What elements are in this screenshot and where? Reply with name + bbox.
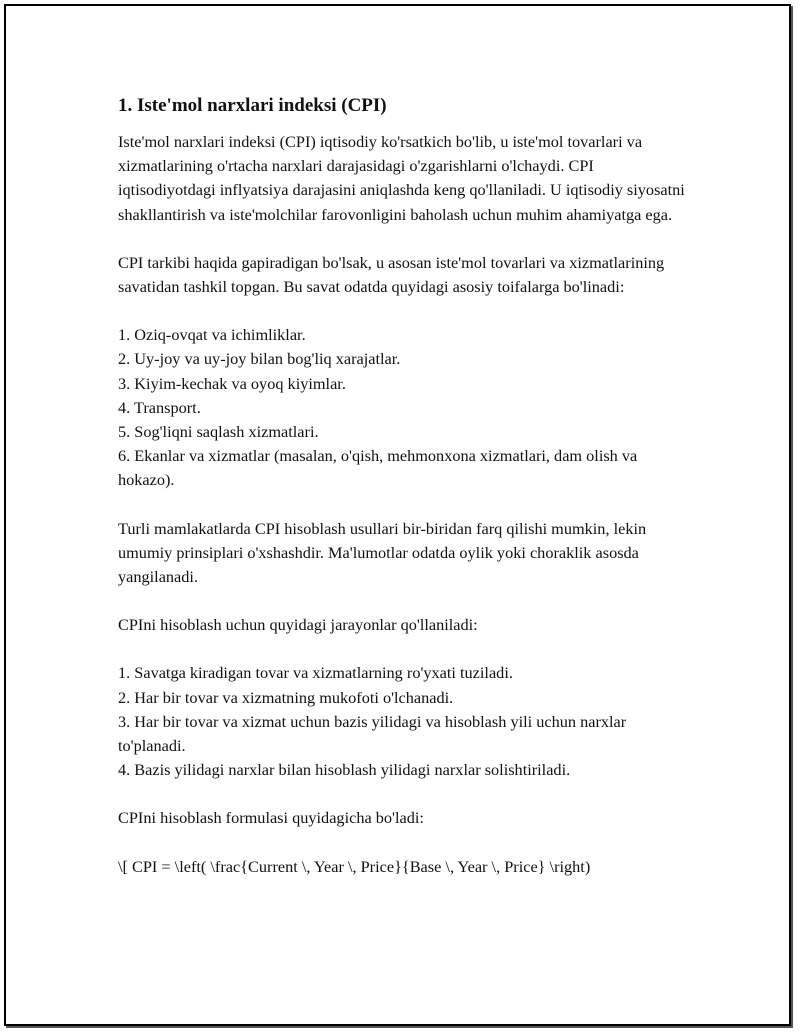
methods-paragraph: Turli mamlakatlarda CPI hisoblash usullari bir-biridan farq qilishi mumkin, lekin umumiy prinsiplari o'xshashdir. Ma'lumotlar odatda oylik yoki choraklik asosda yangilanadi. bbox=[118, 518, 647, 587]
categories-list bbox=[118, 323, 688, 492]
list-item: 2. Uy-joy va uy-joy bilan bog'liq xarajatlar. bbox=[118, 349, 401, 369]
intro-paragraph: Iste'mol narxlari indeksi (CPI) iqtisodiy ko'rsatkich bo'lib, u iste'mol tovarlari va xizmatlarining o'rtacha narxlari darajasidagi o'zgarishlarni o'lchaydi. CPI iqtisodiyotdagi inflyatsiya darajasini aniqlashda keng qo'llaniladi. U iqtisodiy siyosatni shakllantirish va iste'molchilar farovonligini baholash uchun muhim ahamiyatga ega. bbox=[118, 132, 685, 224]
composition-paragraph: CPI tarkibi haqida gapiradigan bo'lsak, u asosan iste'mol tovarlari va xizmatlarining savatidan tashkil topgan. Bu savat odatda quyidagi asosiy toifalarga bo'linadi: bbox=[118, 252, 665, 297]
process-intro: CPIni hisoblash uchun quyidagi jarayonlar qo'llaniladi: bbox=[118, 615, 478, 635]
list-item: 1. Oziq-ovqat va ichimliklar. bbox=[118, 325, 306, 345]
list-item: 1. Savatga kiradigan tovar va xizmatlarning ro'yxati tuziladi. bbox=[118, 663, 513, 683]
document-body bbox=[118, 94, 688, 879]
list-item: 3. Kiyim-kechak va oyoq kiyimlar. bbox=[118, 373, 346, 393]
list-item: 2. Har bir tovar va xizmatning mukofoti o'lchanadi. bbox=[118, 687, 454, 707]
list-item: 5. Sog'liqni saqlash xizmatlari. bbox=[118, 422, 319, 442]
formula-intro: CPIni hisoblash formulasi quyidagicha bo'ladi: bbox=[118, 808, 424, 828]
list-item: 6. Ekanlar va xizmatlar (masalan, o'qish, mehmonxona xizmatlari, dam olish va hokazo). bbox=[118, 446, 638, 490]
list-item: 3. Har bir tovar va xizmat uchun bazis yilidagi va hisoblash yili uchun narxlar to'planadi. bbox=[118, 711, 627, 756]
document-title: 1. Iste'mol narxlari indeksi (CPI) bbox=[118, 95, 387, 116]
formula-text: \[ CPI = \left( \frac{Current \, Year \, Price}{Base \, Year \, Price} \right) bbox=[118, 856, 591, 876]
steps-list bbox=[118, 661, 688, 782]
list-item: 4. Bazis yilidagi narxlar bilan hisoblash yilidagi narxlar solishtiriladi. bbox=[118, 760, 571, 780]
list-item: 4. Transport. bbox=[118, 397, 201, 417]
